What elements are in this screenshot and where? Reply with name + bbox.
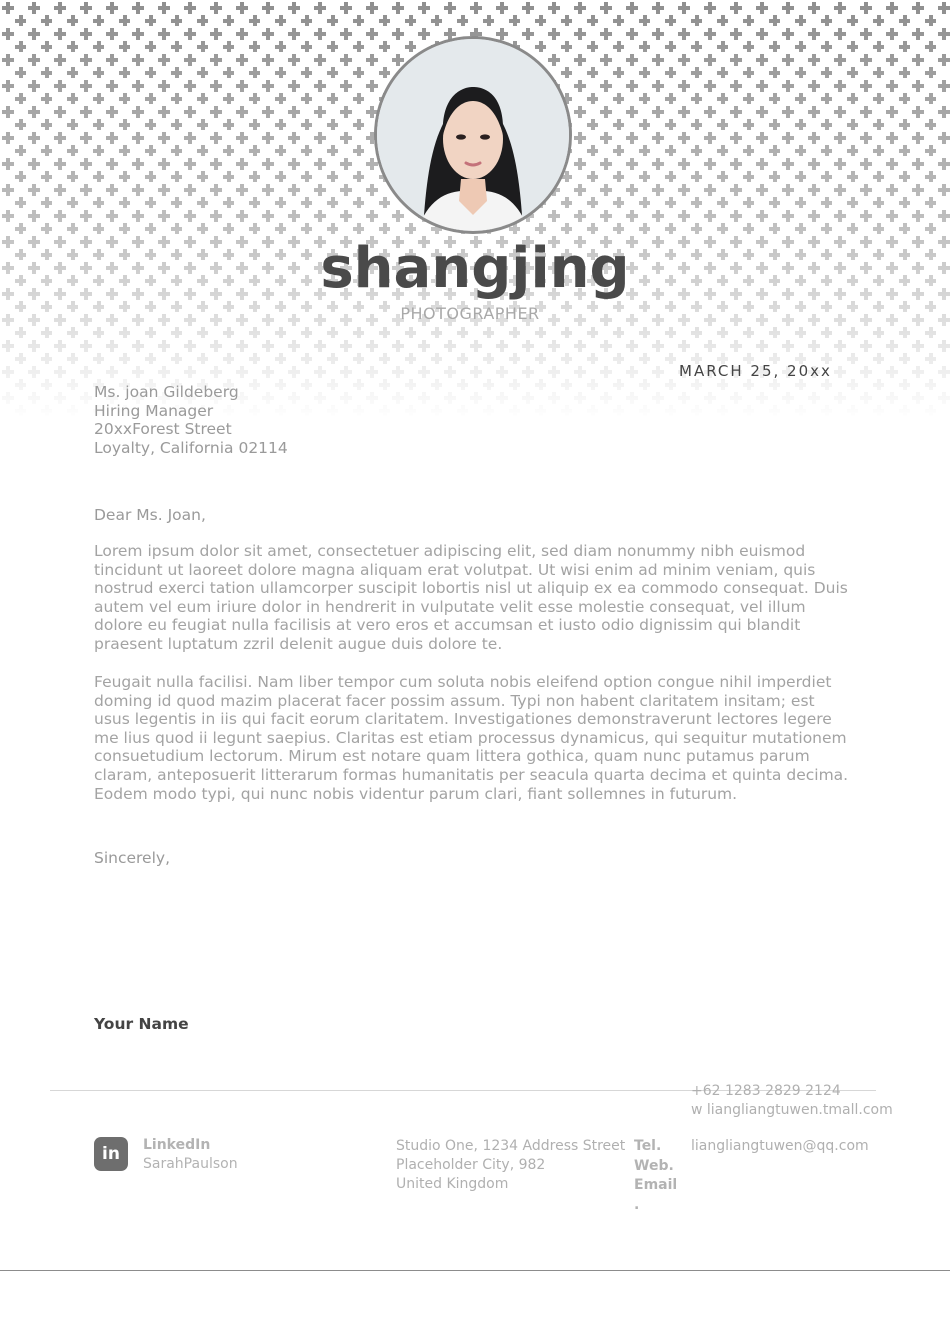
linkedin-label: LinkedIn (143, 1137, 211, 1153)
signer-name: Your Name (94, 1015, 189, 1033)
label-tel: Tel. (634, 1138, 662, 1154)
recipient-title: Hiring Manager (94, 401, 214, 420)
footer-address (396, 1137, 625, 1194)
recipient-block (94, 383, 288, 458)
portrait-illustration (377, 39, 569, 231)
profile-photo (374, 36, 572, 234)
recipient-street: 20xxForest Street (94, 420, 232, 439)
label-email: Email (634, 1177, 678, 1193)
letter-closing: Sincerely, (94, 849, 171, 867)
address-line-1: Studio One, 1234 Address Street (396, 1138, 626, 1154)
linkedin-username[interactable]: SarahPaulson (143, 1156, 238, 1172)
letter-greeting: Dear Ms. Joan, (94, 506, 206, 524)
page-bottom-rule (0, 1270, 950, 1271)
label-web: Web. (634, 1157, 674, 1174)
contact-labels (634, 1137, 677, 1215)
label-dot: . (634, 1196, 640, 1213)
recipient-city: Loyalty, California 02114 (94, 439, 288, 458)
applicant-name: shangjing (320, 236, 630, 301)
linkedin-icon[interactable]: in (94, 1137, 128, 1171)
body-paragraph-2: Feugait nulla facilisi. Nam liber tempor cum soluta nobis eleifend option congue nihil imperdiet doming id quod mazim placerat facer possim assum. Typi non habent claritatem insitam; est usus legentis in iis qui facit eorum claritatem. Investigationes demonstraverunt lectores legere me lius quod ii legunt saepius. Claritas est etiam processus dynamicus, qui sequitur mutationem consuetudium lectorum. Mirum est notare quam littera gothica, quam nunc putamus parum claram, anteposuerit litterarum formas humanitatis per seacula quarta decima et quinta decima. Eodem modo typi, qui nunc nobis videntur parum clari, fiant sollemnes in futurum. (94, 673, 849, 803)
body-paragraph-1: Lorem ipsum dolor sit amet, consectetuer adipiscing elit, sed diam nonummy nibh euismod tincidunt ut laoreet dolore magna aliquam erat volutpat. Ut wisi enim ad minim veniam, quis nostrud exerci tation ullamcorper suscipit lobortis nisl ut aliquip ex ea commodo consequat. Duis autem vel eum iriure dolor in hendrerit in vulputate velit esse molestie consequat, vel illum dolore eu feugiat nulla facilisis at vero eros et accumsan et iusto odio dignissim qui blandit praesent luptatum zzril delenit augue duis dolore te. (94, 542, 848, 653)
applicant-role: PHOTOGRAPHER (400, 304, 540, 323)
letter-date: MARCH 25, 20xx (679, 362, 832, 380)
contact-website[interactable]: w liangliangtuwen.tmall.com (691, 1102, 893, 1118)
contact-phone: +62 1283 2829 2124 (691, 1083, 841, 1099)
recipient-name: Ms. joan Gildeberg (94, 383, 239, 401)
contact-email[interactable]: liangliangtuwen@qq.com (691, 1138, 869, 1154)
address-line-3: United Kingdom (396, 1176, 509, 1192)
address-line-2: Placeholder City, 982 (396, 1157, 546, 1173)
